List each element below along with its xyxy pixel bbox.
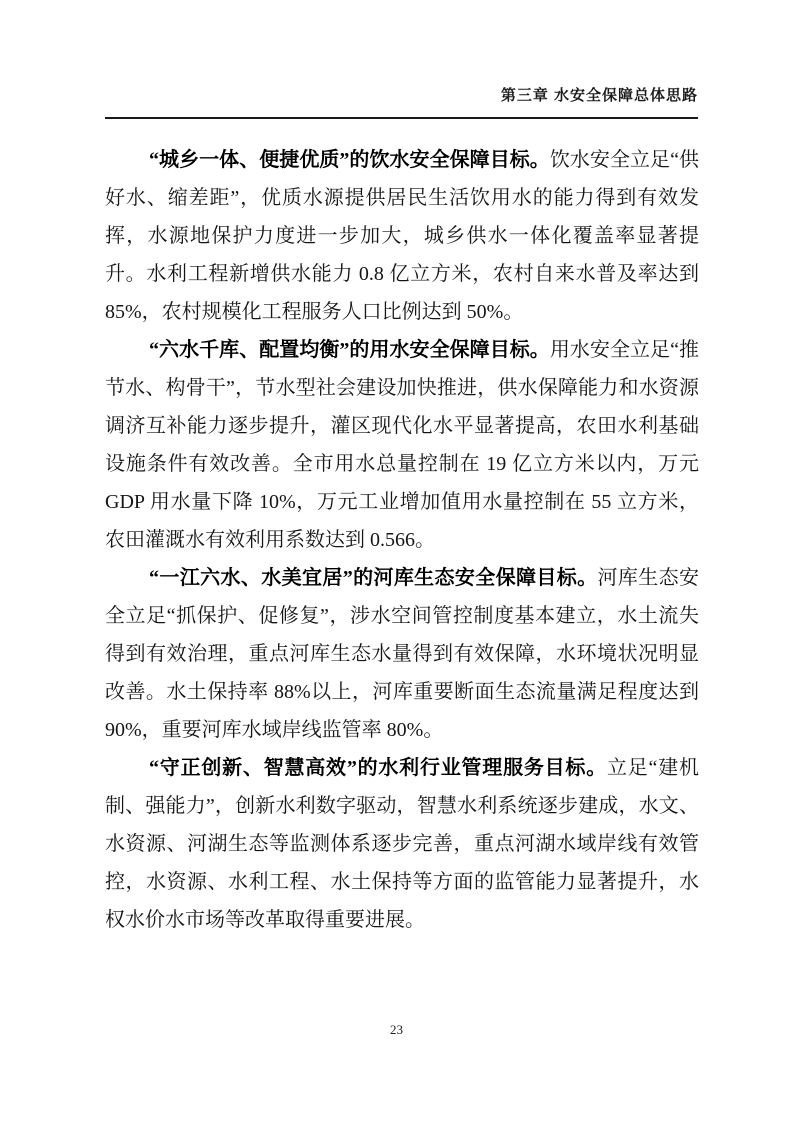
paragraph-industry-management-goal xyxy=(105,749,699,939)
paragraph-river-ecology-goal xyxy=(105,559,699,749)
running-header-chapter-title: 第三章 水安全保障总体思路 xyxy=(500,87,698,104)
paragraph-lead: “城乡一体、便捷优质”的饮水安全保障目标。 xyxy=(149,149,550,171)
paragraph-lead: “守正创新、智慧高效”的水利行业管理服务目标。 xyxy=(149,757,607,779)
paragraph-drinking-water-goal xyxy=(105,141,699,331)
page-number: 23 xyxy=(390,1022,403,1037)
paragraph-water-use-goal xyxy=(105,331,699,559)
paragraph-body: 饮水安全立足“供好水、缩差距”，优质水源提供居民生活饮用水的能力得到有效发挥，水源地保护力度进一步加大，城乡供水一体化覆盖率显著提升。水利工程新增供水能力 0.8 亿立方米，农村自来水普及率达到 85%，农村规模化工程服务人口比例达到 50%。 xyxy=(105,149,699,323)
paragraph-lead: “六水千库、配置均衡”的用水安全保障目标。 xyxy=(149,339,550,361)
paragraph-body: 河库生态安全立足“抓保护、促修复”，涉水空间管控制度基本建立，水土流失得到有效治理，重点河库生态水量得到有效保障，水环境状况明显改善。水土保持率 88%以上，河库重要断面生态流量满足程度达到 90%，重要河库水域岸线监管率 80%。 xyxy=(105,567,700,741)
paragraph-body: 立足“建机制、强能力”，创新水利数字驱动，智慧水利系统逐步建成，水文、水资源、河湖生态等监测体系逐步完善，重点河湖水域岸线有效管控，水资源、水利工程、水土保持等方面的监管能力显著提升，水权水价水市场等改革取得重要进展。 xyxy=(105,757,699,931)
paragraph-body: 用水安全立足“推节水、构骨干”，节水型社会建设加快推进，供水保障能力和水资源调济互补能力逐步提升，灌区现代化水平显著提高，农田水利基础设施条件有效改善。全市用水总量控制在 19 亿立方米以内，万元 GDP 用水量下降 10%，万元工业增加值用水量控制在 55 立方米，农田灌溉水有效利用系数达到 0.566。 xyxy=(105,339,699,551)
header-rule xyxy=(105,117,698,119)
document-body xyxy=(105,141,699,939)
paragraph-lead: “一江六水、水美宜居”的河库生态安全保障目标。 xyxy=(149,567,598,589)
